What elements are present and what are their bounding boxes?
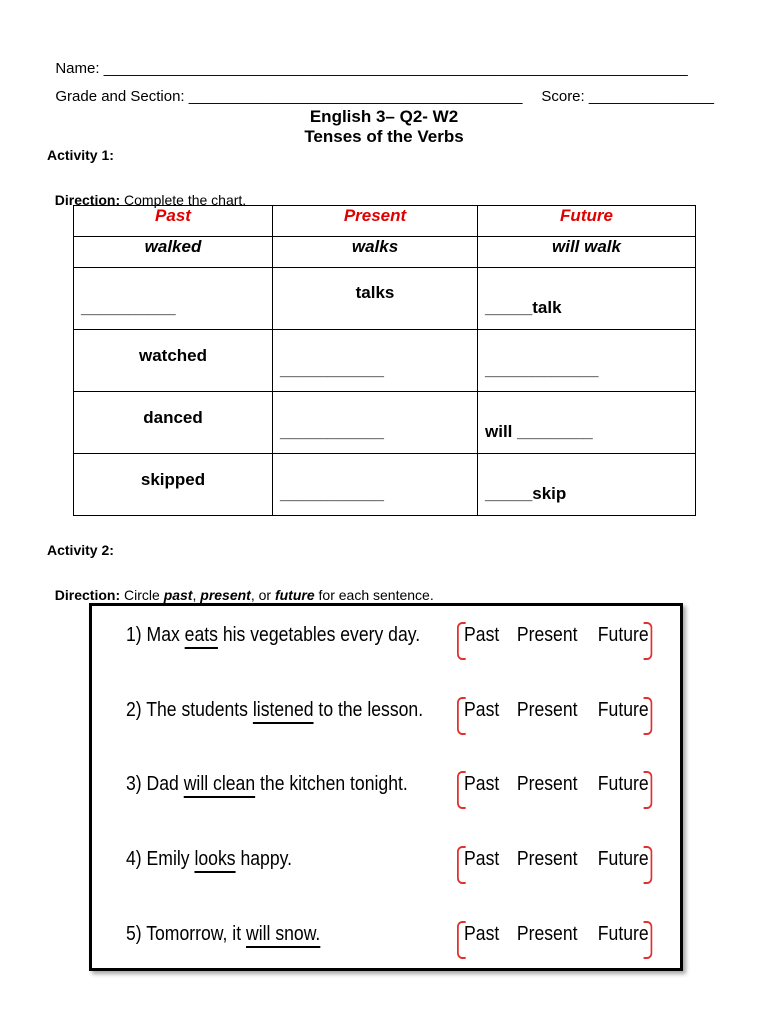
tense-options	[457, 624, 649, 658]
tense-options	[457, 699, 649, 733]
cell-past[interactable]	[74, 330, 273, 392]
direction-label: Direction:	[54, 192, 121, 208]
sentence	[126, 848, 292, 871]
activity1-label: Activity 1:	[47, 147, 114, 163]
cell-past[interactable]	[74, 454, 273, 516]
option-future[interactable]: Future	[597, 773, 649, 795]
option-future[interactable]: Future	[597, 848, 649, 870]
sentence-post: happy.	[235, 848, 292, 870]
cell-word: watched	[138, 346, 208, 365]
grade-blank[interactable]: ________________________________________	[188, 88, 523, 105]
cell-present[interactable]	[273, 392, 478, 454]
option-present[interactable]: Present	[516, 923, 578, 945]
activity1-direction	[47, 176, 246, 208]
cell-future[interactable]	[478, 392, 696, 454]
sentence-post: to the lesson.	[313, 699, 424, 721]
tense-chart	[73, 205, 696, 516]
bracket-right	[644, 921, 653, 959]
name-blank[interactable]: ______________________________________________________________________	[103, 60, 688, 77]
score-blank[interactable]: _______________	[588, 88, 715, 105]
col-header-future: Future	[478, 206, 696, 237]
grade-label: Grade and Section:	[55, 88, 189, 105]
option-present[interactable]: Present	[516, 773, 578, 795]
worksheet-subtitle: Tenses of the Verbs	[304, 127, 464, 146]
score-line-row	[533, 71, 714, 105]
worksheet-title: English 3– Q2- W2	[309, 107, 459, 126]
option-future[interactable]: Future	[597, 624, 649, 646]
option-future[interactable]: Future	[597, 923, 649, 945]
answer-blank[interactable]: ___________	[280, 484, 385, 503]
tense-options	[457, 848, 649, 882]
answer-blank[interactable]: ___________	[280, 422, 385, 441]
tense-options	[457, 923, 649, 957]
sentence-pre: 5) Tomorrow, it	[126, 923, 246, 945]
cell-present[interactable]	[273, 454, 478, 516]
sentence-pre: 2) The students	[126, 699, 253, 721]
answer-blank[interactable]: _____skip	[485, 484, 567, 503]
answer-blank[interactable]: _____talk	[485, 298, 562, 317]
sentence-verb: eats	[184, 624, 218, 646]
direction-text: Circle	[120, 587, 164, 603]
direction-label: Direction:	[54, 587, 121, 603]
option-past[interactable]: Past	[464, 773, 500, 795]
name-label: Name:	[55, 60, 104, 77]
sentence	[126, 624, 420, 647]
sentence	[126, 773, 408, 796]
cell-past[interactable]	[74, 268, 273, 330]
cell-future[interactable]	[478, 330, 696, 392]
bracket-right	[644, 771, 653, 809]
table-row	[74, 330, 696, 392]
option-present[interactable]: Present	[516, 848, 578, 870]
example-present: walks	[273, 237, 478, 268]
word-past: past	[163, 587, 193, 603]
sentence-verb: will snow.	[245, 923, 321, 945]
option-present[interactable]: Present	[516, 699, 578, 721]
tense-options	[457, 773, 649, 807]
bracket-right	[644, 697, 653, 735]
chart-header-row	[74, 206, 696, 237]
direction-text: Complete the chart.	[120, 192, 247, 208]
sentence-post: the kitchen tonight.	[255, 773, 408, 795]
table-row	[74, 268, 696, 330]
cell-present[interactable]	[273, 268, 478, 330]
word-present: present	[200, 587, 251, 603]
sentence-pre: 3) Dad	[126, 773, 184, 795]
table-row	[74, 392, 696, 454]
sentence-verb: looks	[194, 848, 236, 870]
answer-blank[interactable]: ___________	[280, 360, 385, 379]
example-future: will walk	[478, 237, 696, 268]
cell-future[interactable]	[478, 268, 696, 330]
answer-blank[interactable]: ____________	[485, 360, 599, 379]
activity2-direction	[47, 571, 434, 603]
col-header-past: Past	[74, 206, 273, 237]
option-future[interactable]: Future	[597, 699, 649, 721]
option-past[interactable]: Past	[464, 848, 500, 870]
option-present[interactable]: Present	[516, 624, 578, 646]
cell-word: skipped	[140, 470, 206, 489]
sentence-verb: will clean	[183, 773, 256, 795]
example-past: walked	[74, 237, 273, 268]
bracket-right	[644, 846, 653, 884]
sentence-post: his vegetables every day.	[217, 624, 421, 646]
sentence	[126, 923, 320, 946]
sentence-pre: 1) Max	[126, 624, 185, 646]
direction-text: , or	[250, 587, 275, 603]
word-future: future	[274, 587, 315, 603]
direction-text: for each sentence.	[314, 587, 434, 603]
chart-example-row	[74, 237, 696, 268]
cell-word: talks	[355, 283, 395, 302]
cell-past[interactable]	[74, 392, 273, 454]
direction-text: ,	[192, 587, 201, 603]
score-label: Score:	[541, 88, 589, 105]
cell-future[interactable]	[478, 454, 696, 516]
sentence-pre: 4) Emily	[126, 848, 195, 870]
cell-word: danced	[143, 408, 203, 427]
cell-present[interactable]	[273, 330, 478, 392]
col-header-present: Present	[273, 206, 478, 237]
sentence-verb: listened	[252, 699, 314, 721]
activity2-label: Activity 2:	[47, 542, 114, 558]
sentence-box	[89, 603, 683, 971]
option-past[interactable]: Past	[464, 923, 500, 945]
answer-blank[interactable]: __________	[81, 298, 176, 317]
sentence	[126, 699, 423, 722]
table-row	[74, 454, 696, 516]
grade-line-row	[47, 71, 522, 105]
option-past[interactable]: Past	[464, 699, 500, 721]
answer-blank[interactable]: will ________	[485, 422, 593, 441]
bracket-right	[644, 622, 653, 660]
option-past[interactable]: Past	[464, 624, 500, 646]
